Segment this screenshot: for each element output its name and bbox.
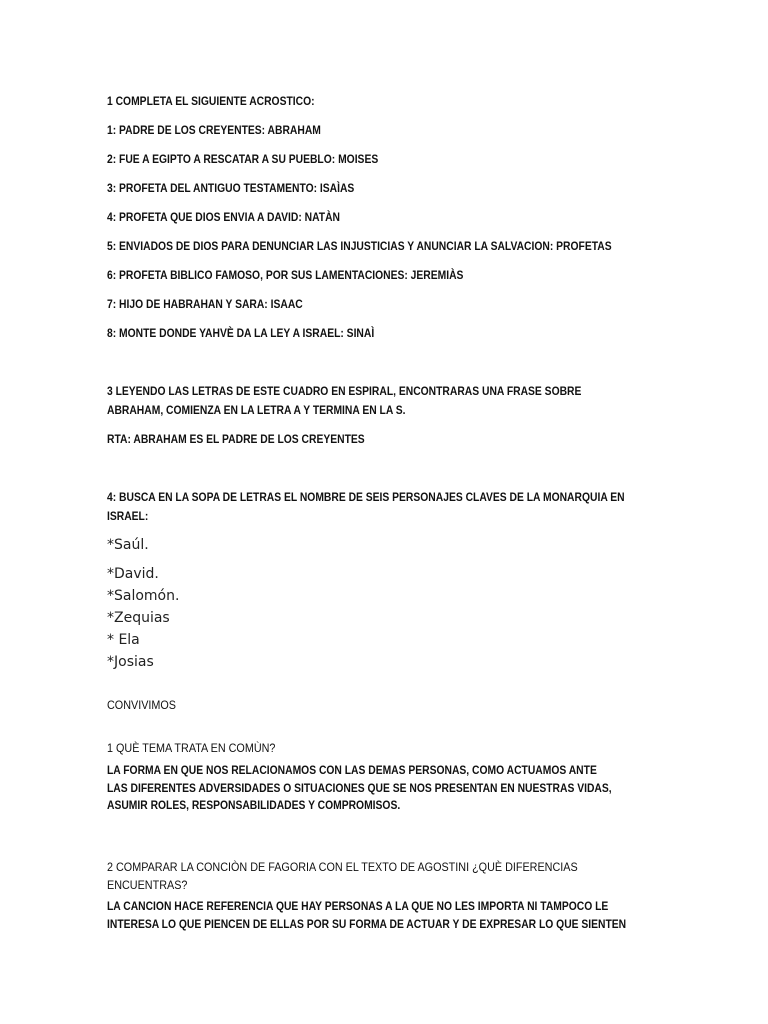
convivimos-question-2-line-2: ENCUENTRAS? [107, 878, 188, 892]
acrostic-item-4: 4: PROFETA QUE DIOS ENVIA A DAVID: NATÀN [107, 210, 340, 224]
convivimos-answer-1-line-2: LAS DIFERENTES ADVERSIDADES O SITUACIONES QUE SE NOS PRESENTAN EN NUESTRAS VIDAS, [107, 781, 612, 795]
acrostic-item-8: 8: MONTE DONDE YAHVÈ DA LA LEY A ISRAEL: SINAÌ [107, 326, 375, 340]
acrostic-item-2: 2: FUE A EGIPTO A RESCATAR A SU PUEBLO: MOISES [107, 152, 379, 166]
name-list-item-1: *Saúl. [107, 537, 149, 553]
acrostic-heading: 1 COMPLETA EL SIGUIENTE ACROSTICO: [107, 94, 315, 108]
convivimos-heading: CONVIVIMOS [107, 698, 177, 712]
spiral-question-line-2: ABRAHAM, COMIENZA EN LA LETRA A Y TERMINA EN LA S. [107, 403, 406, 417]
convivimos-answer-2-line-1: LA CANCION HACE REFERENCIA QUE HAY PERSONAS A LA QUE NO LES IMPORTA NI TAMPOCO LE [107, 899, 609, 913]
acrostic-item-1: 1: PADRE DE LOS CREYENTES: ABRAHAM [107, 123, 321, 137]
name-list-item-5: * Ela [107, 632, 140, 648]
acrostic-item-3: 3: PROFETA DEL ANTIGUO TESTAMENTO: ISAÌAS [107, 181, 355, 195]
word-search-question-line-2: ISRAEL: [107, 509, 149, 523]
convivimos-answer-1-line-3: ASUMIR ROLES, RESPONSABILIDADES Y COMPROMISOS. [107, 798, 401, 812]
convivimos-question-2-line-1: 2 COMPARAR LA CONCIÒN DE FAGORIA CON EL TEXTO DE AGOSTINI ¿QUÈ DIFERENCIAS [107, 860, 578, 874]
acrostic-item-6: 6: PROFETA BIBLICO FAMOSO, POR SUS LAMENTACIONES: JEREMIÀS [107, 268, 464, 282]
name-list-item-6: *Josias [107, 654, 154, 670]
acrostic-item-7: 7: HIJO DE HABRAHAN Y SARA: ISAAC [107, 297, 303, 311]
convivimos-answer-1-line-1: LA FORMA EN QUE NOS RELACIONAMOS CON LAS DEMAS PERSONAS, COMO ACTUAMOS ANTE [107, 763, 597, 777]
spiral-answer: RTA: ABRAHAM ES EL PADRE DE LOS CREYENTES [107, 432, 365, 446]
convivimos-question-1: 1 QUÈ TEMA TRATA EN COMÙN? [107, 741, 276, 755]
name-list-item-4: *Zequias [107, 610, 170, 626]
name-list-item-3: *Salomón. [107, 588, 180, 604]
convivimos-answer-2-line-2: INTERESA LO QUE PIENCEN DE ELLAS POR SU FORMA DE ACTUAR Y DE EXPRESAR LO QUE SIENTEN [107, 917, 627, 931]
acrostic-item-5: 5: ENVIADOS DE DIOS PARA DENUNCIAR LAS INJUSTICIAS Y ANUNCIAR LA SALVACION: PROFETAS [107, 239, 612, 253]
name-list-item-2: *David. [107, 566, 159, 582]
spiral-question-line-1: 3 LEYENDO LAS LETRAS DE ESTE CUADRO EN ESPIRAL, ENCONTRARAS UNA FRASE SOBRE [107, 384, 582, 398]
word-search-question-line-1: 4: BUSCA EN LA SOPA DE LETRAS EL NOMBRE DE SEIS PERSONAJES CLAVES DE LA MONARQUIA EN [107, 490, 625, 504]
